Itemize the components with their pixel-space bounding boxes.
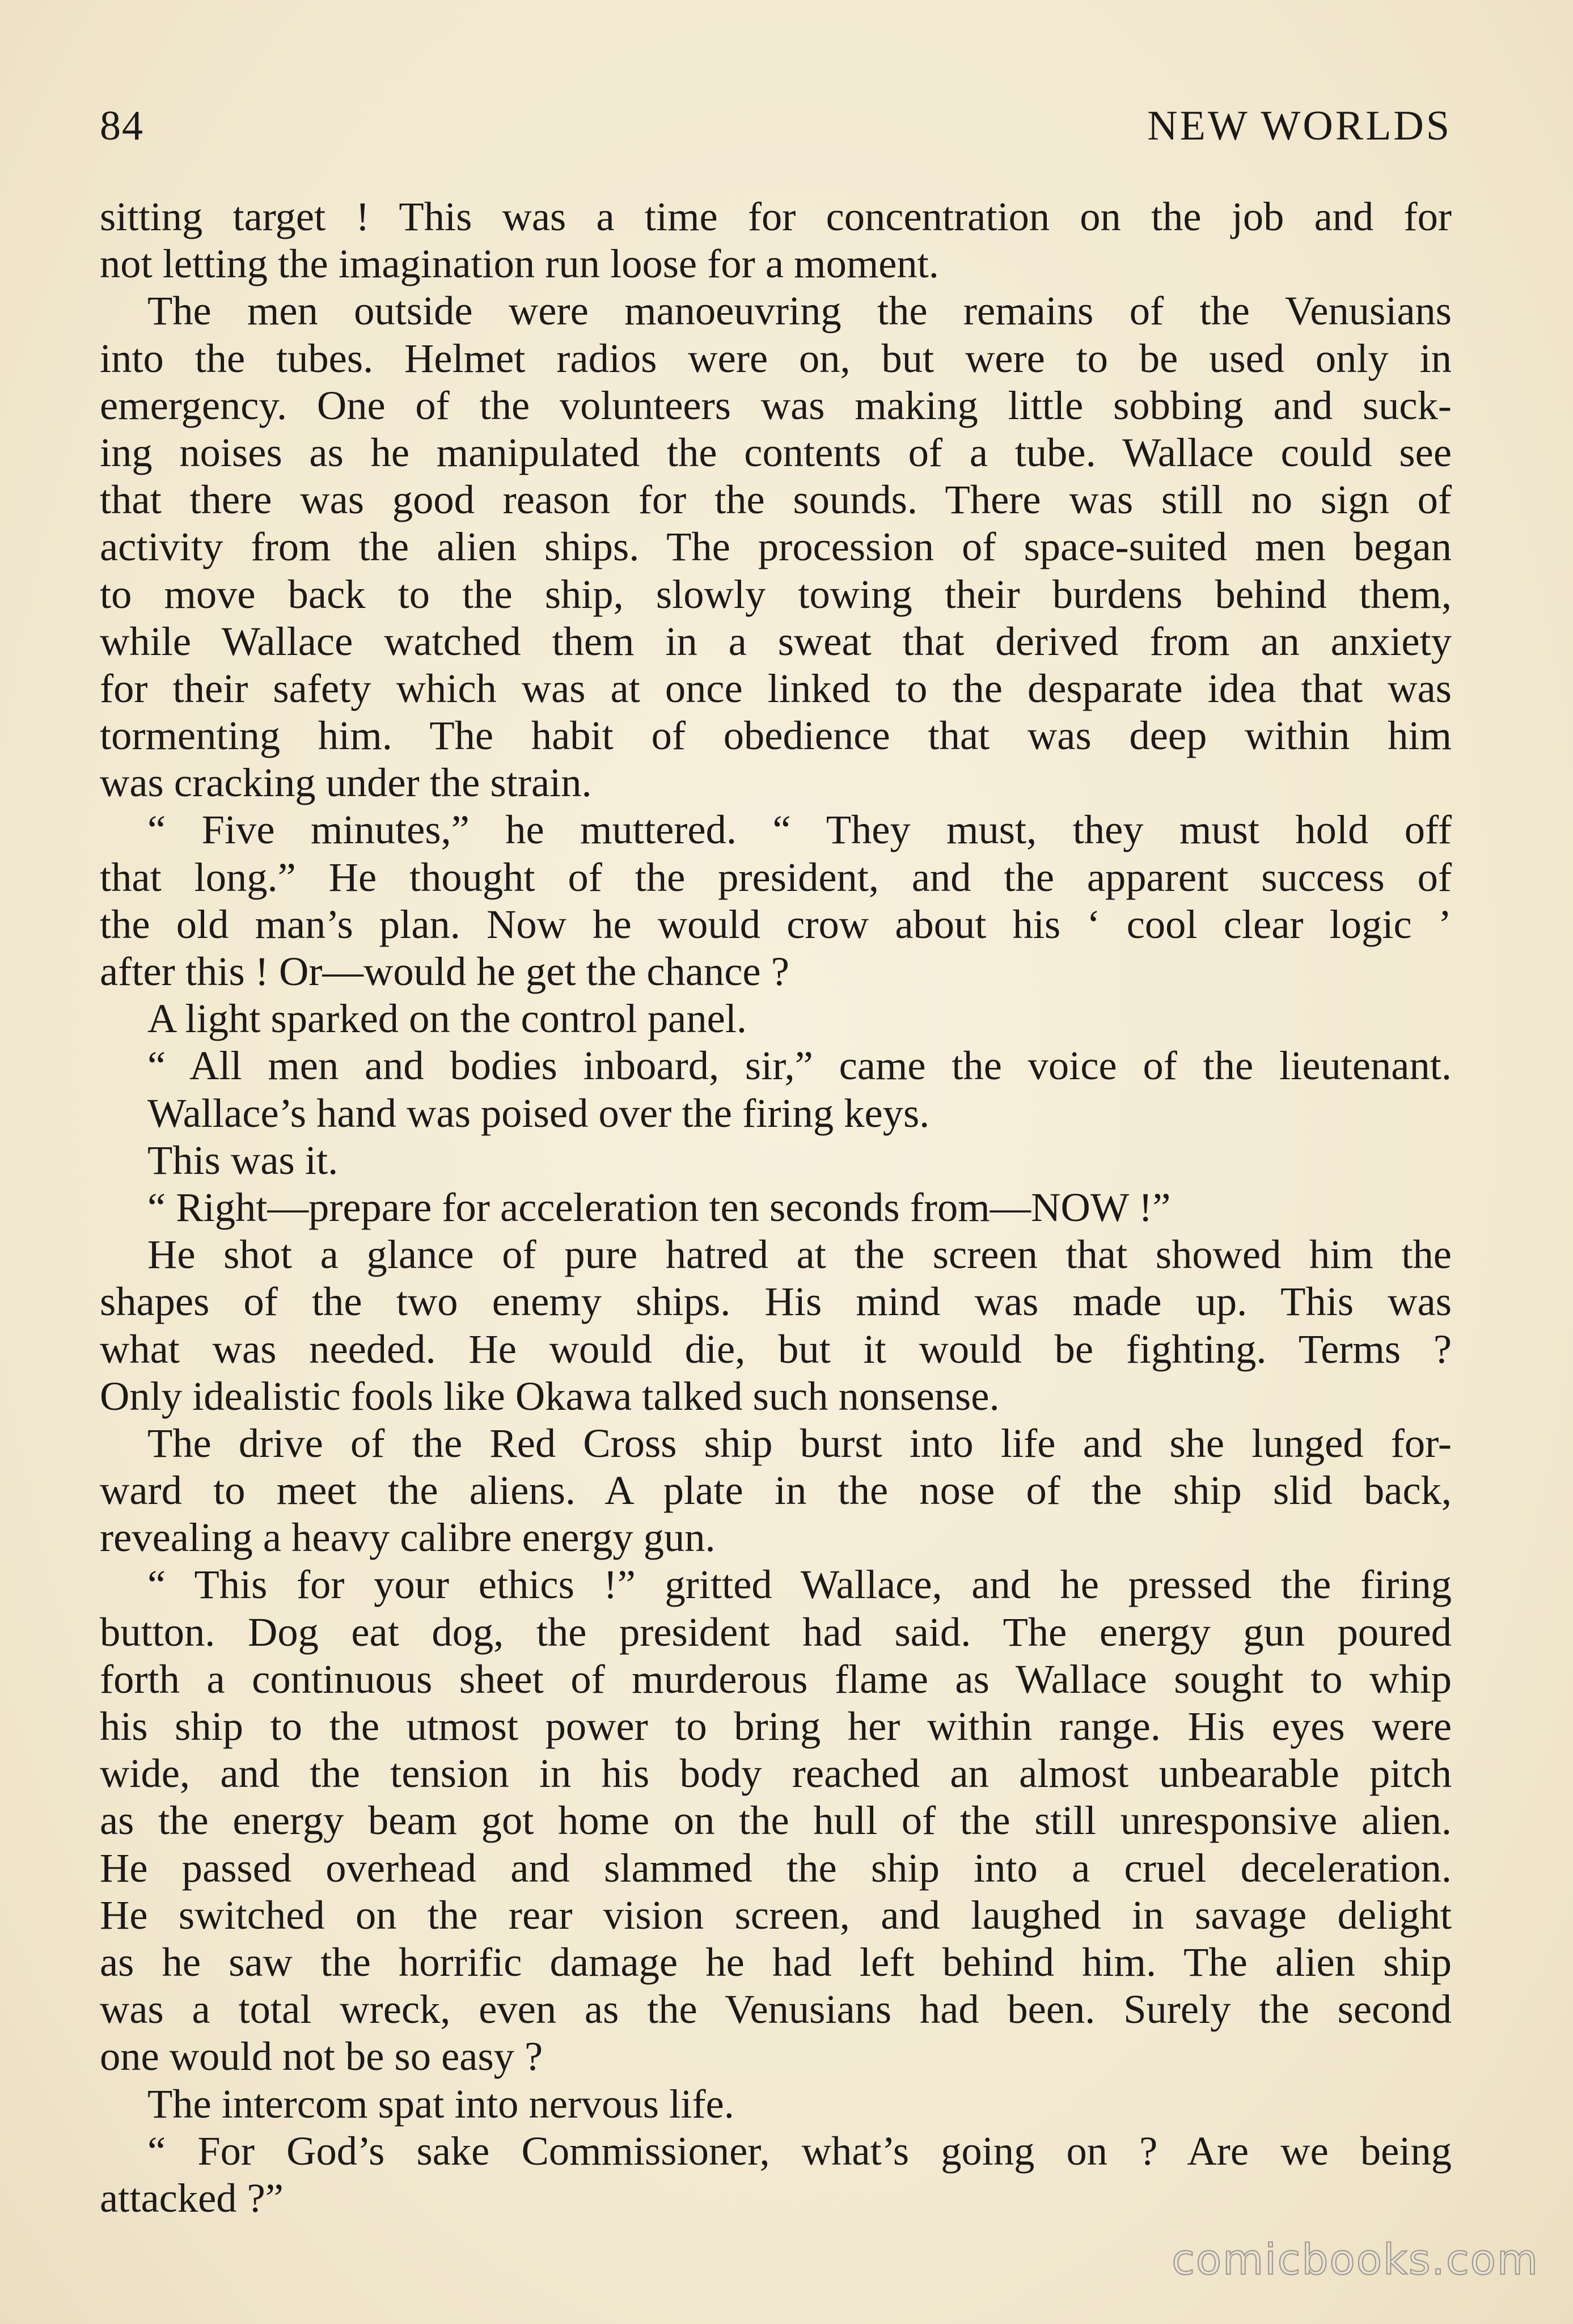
text-line: “ Right—prepare for acceleration ten seconds from—NOW !” (147, 1184, 1171, 1230)
text-line: A light sparked on the control panel. (147, 995, 747, 1042)
text-line: He passed overhead and slammed the ship into a cruel deceleration. (100, 1844, 1452, 1891)
text-line: not letting the imagination run loose for a moment. (100, 240, 939, 287)
text-line: He shot a glance of pure hatred at the screen that showed him the (147, 1231, 1452, 1278)
text-line: revealing a heavy calibre energy gun. (100, 1514, 716, 1561)
running-head: NEW WORLDS (1147, 103, 1452, 149)
text-line: to move back to the ship, slowly towing their burdens behind them, (100, 571, 1452, 617)
text-line: for their safety which was at once linked to the desparate idea that was (100, 665, 1452, 711)
text-line: This was it. (147, 1136, 339, 1183)
text-line: his ship to the utmost power to bring her within range. His eyes were (100, 1703, 1452, 1749)
text-line: He switched on the rear vision screen, and laughed in savage delight (100, 1891, 1452, 1938)
text-line: forth a continuous sheet of murderous flame as Wallace sought to whip (100, 1655, 1452, 1702)
text-line: ing noises as he manipulated the contents of a tube. Wallace could see (100, 429, 1452, 475)
text-line: wide, and the tension in his body reached an almost unbearable pitch (100, 1750, 1452, 1797)
text-line: Wallace’s hand was poised over the firing keys. (147, 1089, 930, 1136)
text-line: was a total wreck, even as the Venusians had been. Surely the second (100, 1986, 1452, 2033)
text-line: tormenting him. The habit of obedience that was deep within him (100, 712, 1452, 759)
text-line: as he saw the horrific damage he had left behind him. The alien ship (100, 1938, 1452, 1985)
text-line: “ For God’s sake Commissioner, what’s going on ? Are we being (147, 2127, 1452, 2174)
text-line: activity from the alien ships. The procession of space-suited men began (100, 523, 1452, 570)
text-line: after this ! Or—would he get the chance ? (100, 948, 789, 994)
text-line: button. Dog eat dog, the president had said. The energy gun poured (100, 1608, 1452, 1655)
text-line: The men outside were manoeuvring the remains of the Venusians (147, 288, 1452, 334)
text-line: sitting target ! This was a time for concentration on the job and for (100, 193, 1452, 239)
watermark: comicbooks.com (1172, 2236, 1539, 2284)
body-text (100, 193, 1452, 2221)
text-line: attacked ?” (100, 2174, 284, 2221)
text-line: “ All men and bodies inboard, sir,” came the voice of the lieutenant. (147, 1042, 1452, 1089)
text-line: the old man’s plan. Now he would crow about his ‘ cool clear logic ’ (100, 901, 1452, 947)
text-line: one would not be so easy ? (100, 2033, 543, 2080)
text-line: while Wallace watched them in a sweat that derived from an anxiety (100, 618, 1452, 664)
text-line: was cracking under the strain. (100, 759, 592, 806)
text-line: ward to meet the aliens. A plate in the nose of the ship slid back, (100, 1467, 1452, 1514)
page-number: 84 (100, 103, 144, 149)
page-header (100, 91, 1452, 153)
text-line: The drive of the Red Cross ship burst into life and she lunged for- (147, 1419, 1452, 1466)
text-line: that there was good reason for the sounds. There was still no sign of (100, 476, 1452, 523)
text-line: emergency. One of the volunteers was making little sobbing and suck- (100, 382, 1452, 428)
text-line: The intercom spat into nervous life. (147, 2080, 734, 2127)
text-line: as the energy beam got home on the hull of the still unresponsive alien. (100, 1797, 1452, 1844)
text-line: “ Five minutes,” he muttered. “ They must, they must hold off (147, 806, 1452, 853)
text-line: “ This for your ethics !” gritted Wallace, and he pressed the firing (147, 1561, 1452, 1608)
text-line: that long.” He thought of the president, and the apparent success of (100, 853, 1452, 900)
text-line: into the tubes. Helmet radios were on, but were to be used only in (100, 335, 1452, 381)
text-line: shapes of the two enemy ships. His mind was made up. This was (100, 1278, 1452, 1325)
text-line: what was needed. He would die, but it would be fighting. Terms ? (100, 1325, 1452, 1372)
text-line: Only idealistic fools like Okawa talked such nonsense. (100, 1372, 1000, 1419)
